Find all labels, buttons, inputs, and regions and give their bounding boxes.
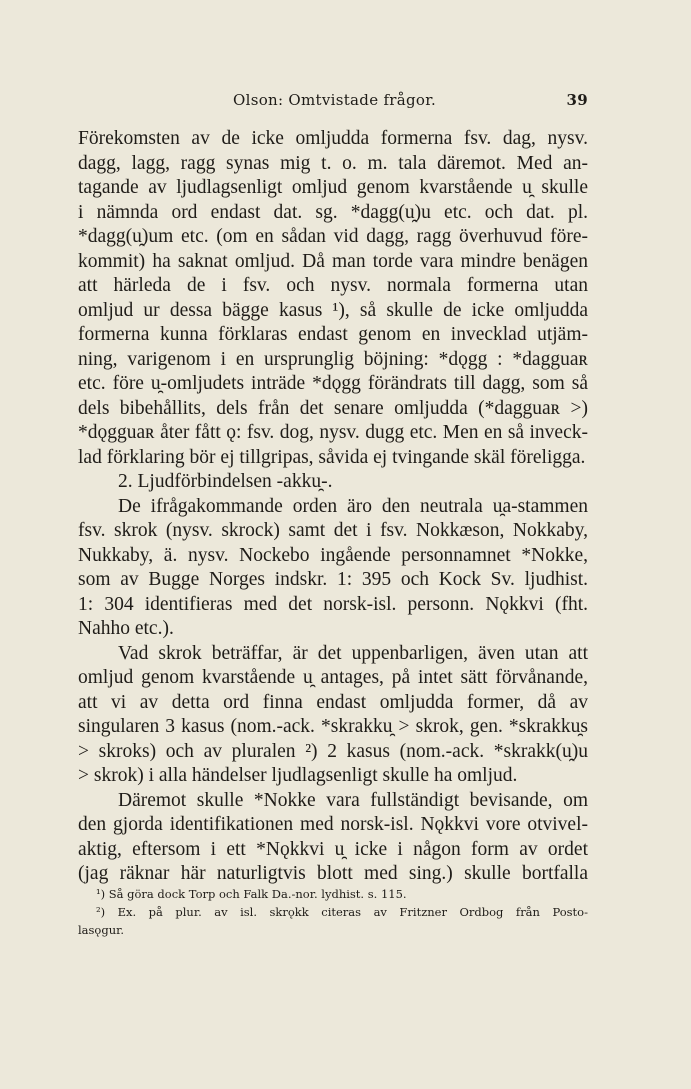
text-line: ning, varigenom i en ursprunglig böjning: *dǫgg : *dagguaʀ (78, 348, 588, 370)
text-line: *dagg(u̯)um etc. (om en sådan vid dagg, ragg överhuvud före- (78, 226, 588, 247)
text-line: kommit) ha saknat omljud. Då man torde vara mindre benägen (78, 250, 588, 272)
text-line: etc. före u̯-omljudets inträde *dǫgg förändrats till dagg, som så (78, 373, 588, 394)
page-number: 39 (566, 91, 588, 109)
text-line: omljud genom kvarstående u̯ antages, på intet sätt förvånande, (78, 667, 588, 688)
footnote-2: ²) Ex. på plur. av isl. skrǫkk citeras av Fritzner Ordbog från Posto- (96, 905, 588, 919)
text-line: formerna kunna förklaras endast genom en invecklad utjäm- (78, 324, 588, 345)
text-line: De ifrågakommande orden äro den neutrala u̯a-stammen (118, 495, 588, 517)
body-text (78, 127, 588, 887)
text-line: > skrok) i alla händelser ljudlagsenligt skulle ha omljud. (78, 765, 518, 786)
text-line: att vi av detta ord finna endast omljudda former, då av (78, 691, 588, 713)
footnote-1: ¹) Så göra dock Torp och Falk Da.-nor. lydhist. s. 115. (96, 887, 407, 901)
text-line: singularen 3 kasus (nom.-ack. *skrakku̯ > skrok, gen. *skrakku̯s (78, 716, 588, 737)
text-line: aktig, eftersom i ett *Nǫkkvi u̯ icke i någon form av ordet (78, 838, 588, 860)
footnote-2-continuation: lasǫgur. (78, 923, 125, 937)
text-line: dels bibehållits, dels från det senare omljudda (*dagguaʀ >) (78, 397, 588, 419)
text-line: tagande av ljudlagsenligt omljud genom kvarstående u̯ skulle (78, 177, 588, 198)
text-line: den gjorda identifikationen med norsk-isl. Nǫkkvi vore otvivel- (78, 814, 588, 835)
text-line: i nämnda ord endast dat. sg. *dagg(u̯)u etc. och dat. pl. (78, 201, 588, 223)
running-header (78, 91, 588, 115)
text-line: som av Bugge Norges indskr. 1: 395 och Kock Sv. ljudhist. (78, 569, 588, 590)
text-line: att härleda de i fsv. och nysv. normala formerna utan (78, 275, 588, 296)
text-line: fsv. skrok (nysv. skrock) samt det i fsv. Nokkæson, Nokkaby, (78, 520, 588, 541)
text-line: Vad skrok beträffar, är det uppenbarligen, även utan att (118, 642, 588, 664)
text-line: Däremot skulle *Nokke vara fullständigt bevisande, om (118, 789, 588, 811)
text-line: > skroks) och av pluralen ²) 2 kasus (nom.-ack. *skrakk(u̯)u (78, 740, 588, 762)
text-line: *dǫgguaʀ åter fått ǫ: fsv. dog, nysv. dugg etc. Men en så inveck- (78, 422, 588, 443)
running-title: Olson: Omtvistade frågor. (233, 91, 437, 109)
text-line: lad förklaring bör ej tillgripas, såvida ej tvingande skäl föreligga. (78, 446, 586, 468)
text-line: (jag räknar här naturligtvis blott med sing.) skulle bortfalla (78, 863, 588, 884)
text-line: 1: 304 identifieras med det norsk-isl. personn. Nǫkkvi (fht. (78, 593, 588, 615)
text-line: Förekomsten av de icke omljudda formerna fsv. dag, nysv. (78, 128, 588, 149)
text-line: Nahho etc.). (78, 618, 174, 639)
text-line: Nukkaby, ä. nysv. Nockebo ingående personnamnet *Nokke, (78, 544, 588, 566)
text-line: dagg, lagg, ragg synas mig t. o. m. tala däremot. Med an- (78, 152, 588, 174)
footnotes (78, 885, 588, 939)
text-line: omljud ur dessa bägge kasus ¹), så skulle de icke omljudda (78, 299, 588, 321)
section-heading: 2. Ljudförbindelsen -akku̯-. (118, 471, 333, 492)
